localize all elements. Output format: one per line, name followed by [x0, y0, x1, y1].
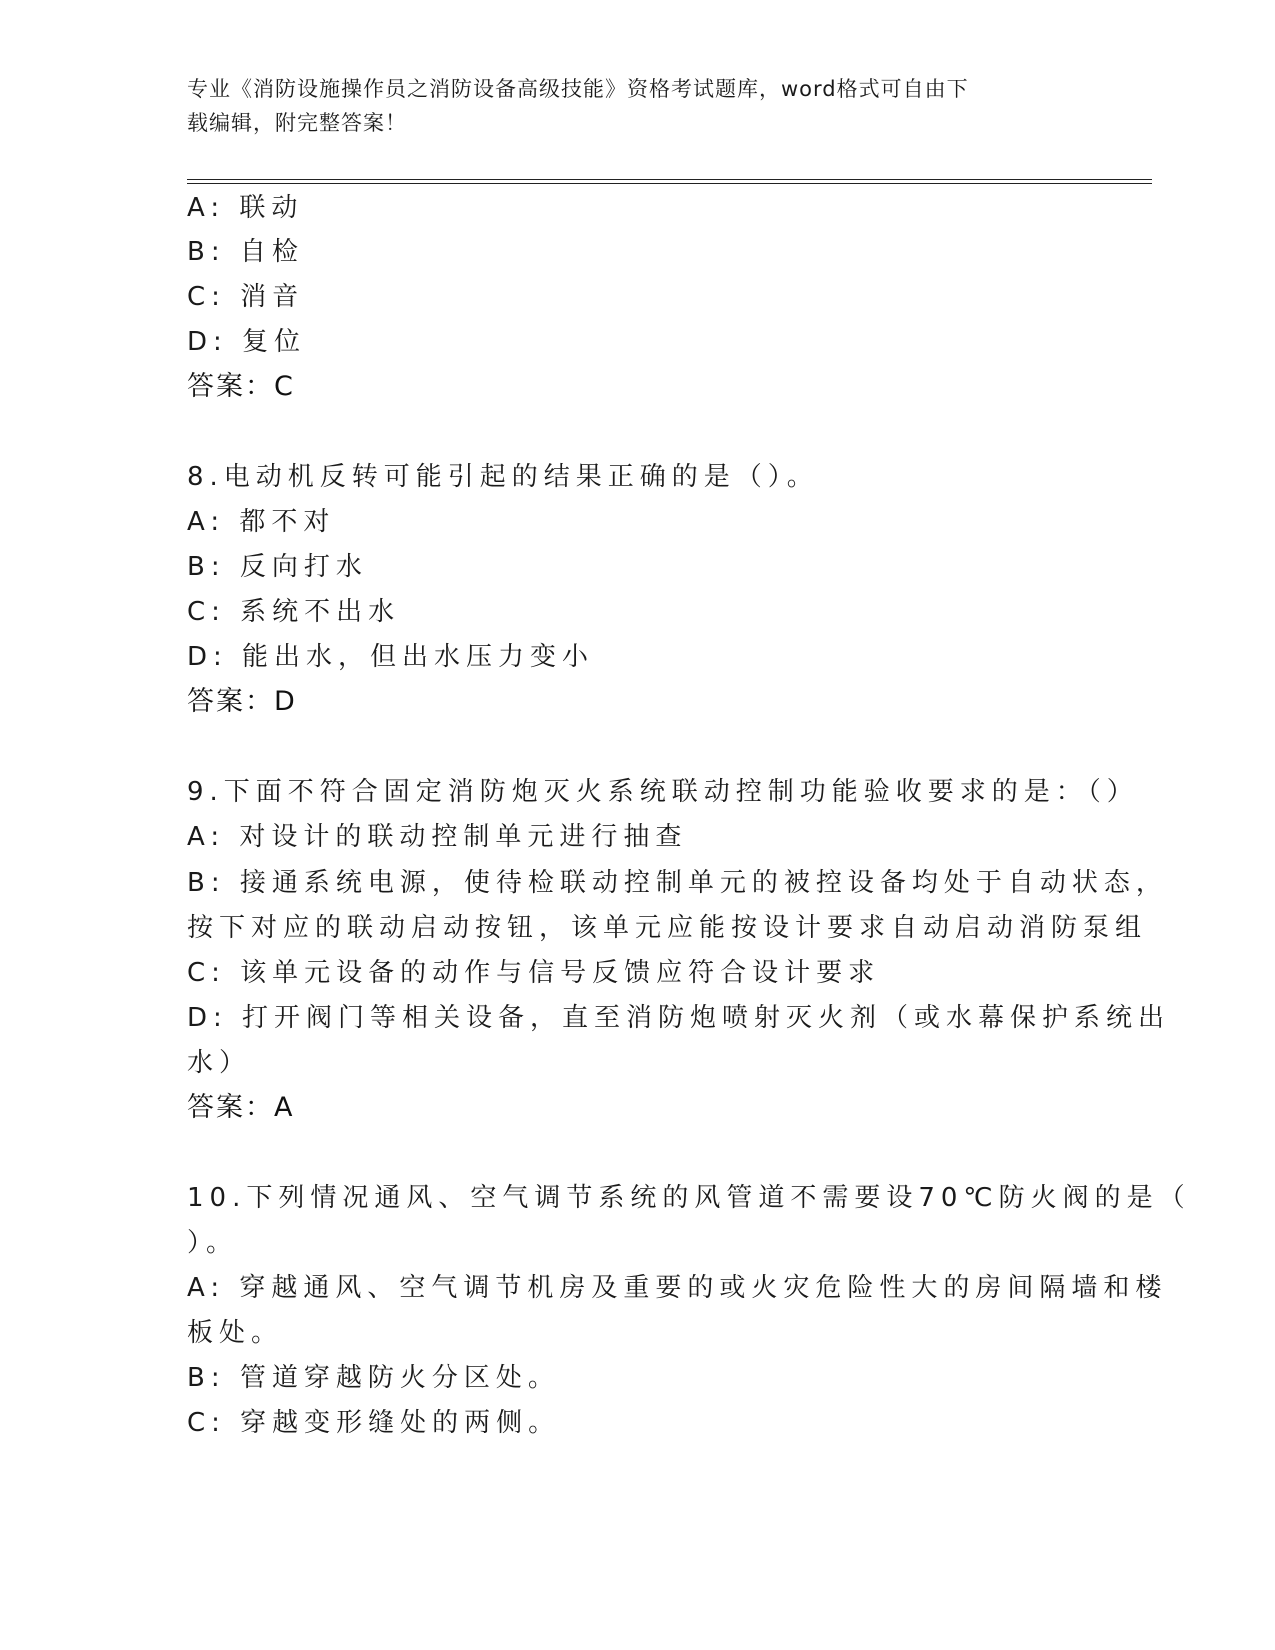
option-a-line-1: A: 穿越通风、空气调节机房及重要的或火灾危险性大的房间隔墙和楼: [187, 1273, 1168, 1303]
option-d-line-2: 水）: [187, 1048, 252, 1078]
option-c: C: 该单元设备的动作与信号反馈应符合设计要求: [187, 958, 881, 988]
option-b: B: 反向打水: [187, 552, 368, 582]
header-divider-top: [187, 179, 1152, 180]
option-d-line-1: D: 打开阀门等相关设备，直至消防炮喷射灭火剂（或水幕保护系统出: [187, 1003, 1171, 1033]
answer-label: 答案：A: [187, 1092, 295, 1123]
option-a: A: 对设计的联动控制单元进行抽查: [187, 822, 688, 852]
question-text: 8.电动机反转可能引起的结果正确的是（）。: [187, 462, 819, 492]
option-b-line-2: 按下对应的联动启动按钮，该单元应能按设计要求自动启动消防泵组: [187, 913, 1148, 943]
question-text: 9.下面不符合固定消防炮灭火系统联动控制功能验收要求的是：（）: [187, 777, 1139, 807]
option-b: B: 自检: [187, 237, 304, 267]
document-header: [187, 72, 1067, 140]
option-d: D: 能出水，但出水压力变小: [187, 642, 595, 672]
answer-label: 答案：C: [187, 371, 295, 402]
option-a: A: 联动: [187, 193, 304, 223]
option-c: C: 系统不出水: [187, 597, 401, 627]
option-a: A: 都不对: [187, 507, 336, 537]
option-b-line-1: B: 接通系统电源，使待检联动控制单元的被控设备均处于自动状态，: [187, 868, 1168, 898]
question-text-line-1: 10.下列情况通风、空气调节系统的风管道不需要设70℃防火阀的是（: [187, 1183, 1191, 1213]
answer-label: 答案：D: [187, 686, 297, 717]
option-c: C: 穿越变形缝处的两侧。: [187, 1408, 561, 1438]
option-d: D: 复位: [187, 327, 307, 357]
option-b: B: 管道穿越防火分区处。: [187, 1363, 560, 1393]
header-divider-bottom: [187, 183, 1152, 184]
header-line-2: 载编辑，附完整答案！: [187, 111, 407, 135]
question-text-line-2: ）。: [187, 1228, 239, 1258]
option-c: C: 消音: [187, 282, 305, 312]
option-a-line-2: 板处。: [187, 1318, 284, 1348]
header-line-1: 专业《消防设施操作员之消防设备高级技能》资格考试题库，word格式可自由下: [187, 77, 969, 101]
